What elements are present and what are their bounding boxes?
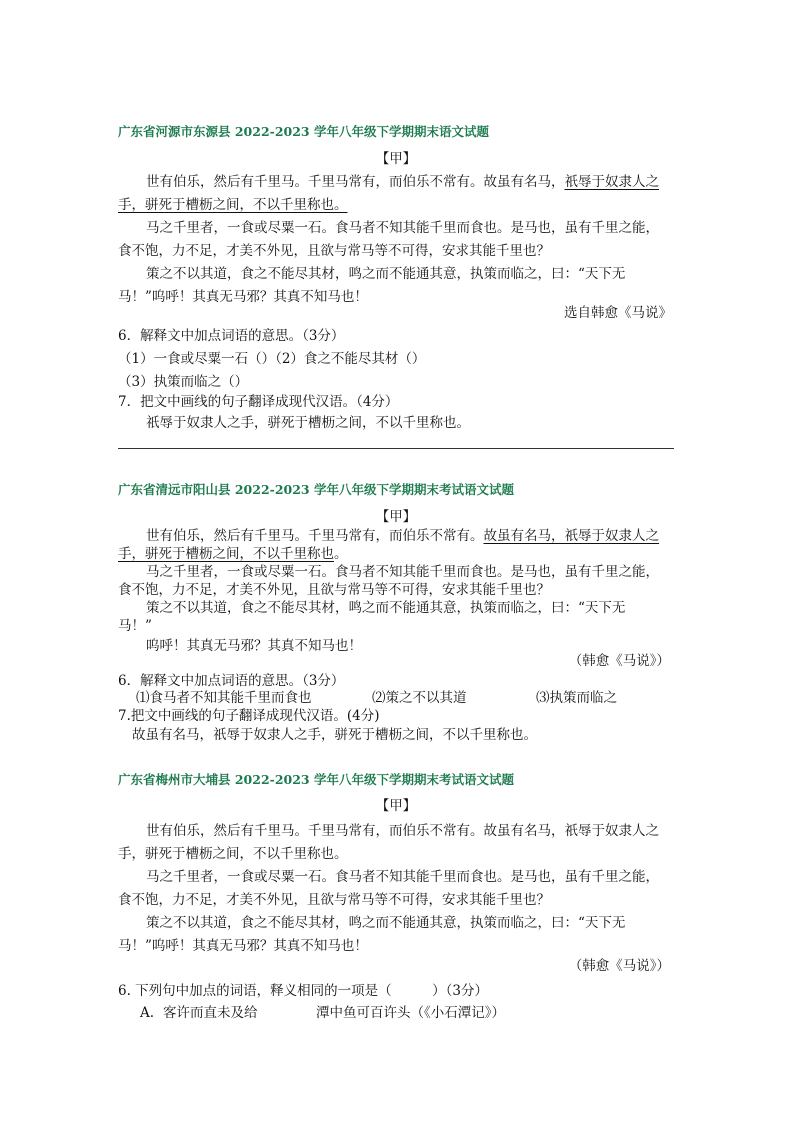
section2-question6-item3: ⑶执策而临之 — [536, 690, 617, 706]
section1-question7-text: 祇辱于奴隶人之手，骈死于槽枥之间，不以千里称也。 — [146, 415, 470, 431]
section1-question6-items: （1）一食或尽粟一石（）（2）食之不能尽其材（） — [118, 351, 426, 367]
section2-question6-item2: ⑵策之不以其道 — [372, 690, 467, 706]
section1-para2-cont: 食不饱，力不足，才美不外见，且欲与常马等不可得，安求其能千里也？ — [118, 243, 550, 259]
section1-question6-item3: （3）执策而临之（） — [118, 374, 249, 390]
section1-title: 广东省河源市东源县 2022-2023 学年八年级下学期期末语文试题 — [118, 124, 489, 139]
section3-para1-cont: 手，骈死于槽枥之间，不以千里称也。 — [118, 846, 348, 862]
section2-question7: 7.把文中画线的句子翻译成现代汉语。(4分) — [118, 708, 380, 724]
section2-para1-text: 世有伯乐，然后有千里马。千里马常有，而伯乐不常有。 — [146, 528, 484, 544]
section2-para3-cont: 马！” — [118, 618, 152, 634]
section3-para3-cont: 马！”呜呼！其真无马邪？其真不知马也！ — [118, 938, 368, 954]
section2-question6: 6．解释文中加点词语的意思。（3分） — [118, 673, 345, 689]
section1-underlined-sentence-start: 祇辱于奴隶人之 — [564, 174, 659, 190]
section1-para1-text: 世有伯乐，然后有千里马。千里马常有，而伯乐不常有。故虽有名马， — [146, 174, 565, 190]
section3-option-a-text1: 客许而直未及给 — [163, 1005, 258, 1021]
section2-underlined-sentence-end: 手，骈死于槽枥之间，不以千里称也 — [118, 546, 334, 562]
section2-heading: 【甲】 — [375, 509, 417, 525]
section1-para2: 马之千里者，一食或尽粟一石。食马者不知其能千里而食也。是马也，虽有千里之能， — [146, 220, 659, 236]
section1-question6: 6．解释文中加点词语的意思。（3分） — [118, 328, 345, 344]
section1-underlined-sentence-end: 手，骈死于槽枥之间，不以千里称也。 — [118, 197, 348, 213]
section1-para3: 策之不以其道，食之不能尽其材，鸣之而不能通其意，执策而临之，曰：“天下无 — [146, 266, 626, 282]
section2-title: 广东省清远市阳山县 2022-2023 学年八年级下学期期末考试语文试题 — [118, 482, 514, 497]
section2-source: （韩愈《马说》） — [568, 653, 670, 669]
section2-question6-item1: ⑴食马者不知其能千里而食也 — [136, 690, 312, 706]
section3-option-a-text2: 潭中鱼可百许头（《小石潭记》） — [316, 1005, 505, 1021]
section3-title: 广东省梅州市大埔县 2022-2023 学年八年级下学期期末考试语文试题 — [118, 772, 514, 787]
section3-heading: 【甲】 — [375, 798, 417, 814]
section1-para1 — [146, 174, 659, 190]
section3-para2-cont: 食不饱，力不足，才美不外见，且欲与常马等不可得，安求其能千里也？ — [118, 892, 550, 908]
section3-question6: 6. 下列句中加点的词语，释义相同的一项是（ ）（3分） — [118, 983, 489, 999]
section3-para2: 马之千里者，一食或尽粟一石。食马者不知其能千里而食也。是马也，虽有千里之能， — [146, 869, 659, 885]
section2-para3: 策之不以其道，食之不能尽其材，鸣之而不能通其意，执策而临之，曰：“天下无 — [146, 600, 626, 616]
section2-para1-end: 。 — [334, 546, 348, 562]
section3-option-a-label: A. — [140, 1005, 155, 1021]
section-divider — [118, 448, 674, 449]
section2-para4: 呜呼！其真无马邪？其真不知马也！ — [146, 638, 362, 654]
section3-para3: 策之不以其道，食之不能尽其材，鸣之而不能通其意，执策而临之，曰：“天下无 — [146, 915, 626, 931]
section2-question7-text: 故虽有名马，祇辱于奴隶人之手，骈死于槽枥之间，不以千里称也。 — [132, 727, 537, 743]
section2-para2-cont: 食不饱，力不足，才美不外见，且欲与常马等不可得，安求其能千里也？ — [118, 582, 550, 598]
section2-para1 — [146, 528, 659, 544]
section3-para1: 世有伯乐，然后有千里马。千里马常有，而伯乐不常有。故虽有名马，祇辱于奴隶人之 — [146, 823, 659, 839]
section2-para2: 马之千里者，一食或尽粟一石。食马者不知其能千里而食也。是马也，虽有千里之能， — [146, 564, 659, 580]
section2-para1-cont — [118, 546, 348, 562]
section2-underlined-sentence-start: 故虽有名马，祇辱于奴隶人之 — [483, 528, 659, 544]
section1-source: 选自韩愈《马说》 — [564, 305, 672, 321]
section1-heading: 【甲】 — [375, 151, 417, 167]
section1-para3-cont: 马！”呜呼！其真无马邪？其真不知马也！ — [118, 289, 368, 305]
section1-question7: 7．把文中画线的句子翻译成现代汉语。（4分） — [118, 394, 399, 410]
section3-source: （韩愈《马说》） — [568, 958, 670, 974]
